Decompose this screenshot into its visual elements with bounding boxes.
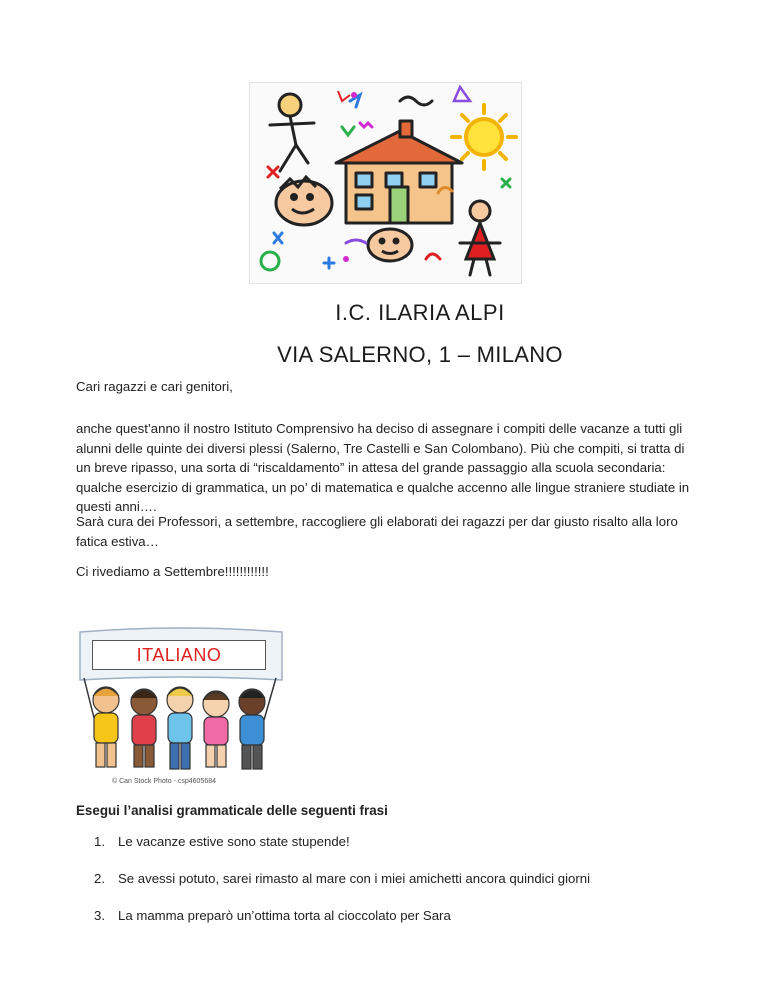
list-item [76,869,696,888]
letter-body: anche quest’anno il nostro Istituto Comprensivo ha deciso di assegnare i compiti delle vacanze a tutti gli alunni delle quinte dei diversi plessi (Salerno, Tre Castelli e San Colombano). Più che compiti, si tratta di un breve ripasso, una sorta di “riscaldamento” in attesa del grande passaggio alla scuola secondaria: qualche esercizio di grammatica, un po’ di matematica e qualche accenno alle lingue straniere studiate in questi anni…. [76,421,690,514]
exercise-list [76,832,696,943]
subject-text: ITALIANO [136,644,222,665]
list-item [76,906,696,925]
letter-farewell: Ci rivediamo a Settembre!!!!!!!!!!!! [76,564,269,579]
children-drawing-illustration [249,82,522,284]
drawing-svg [250,83,521,283]
letter-professors: Sarà cura dei Professori, a settembre, raccogliere gli elaborati dei ragazzi per dar giusto risalto alla loro fatica estiva… [76,514,678,549]
list-item-number: 3. [94,908,105,923]
list-item-number: 1. [94,834,105,849]
school-name: I.C. ILARIA ALPI [335,300,505,325]
list-item-number: 2. [94,871,105,886]
stock-photo-credit: © Can Stock Photo - csp4605684 [112,778,216,785]
list-item [76,832,696,851]
school-address: VIA SALERNO, 1 – MILANO [277,342,563,367]
list-item-text: La mamma preparò un’ottima torta al cioccolato per Sara [118,908,451,923]
exercise-heading: Esegui l’analisi grammaticale delle seguenti frasi [76,803,388,818]
list-item-text: Se avessi potuto, sarei rimasto al mare con i miei amichetti ancora quindici giorni [118,871,591,886]
letter-greeting: Cari ragazzi e cari genitori, [76,379,233,394]
subject-label [92,640,266,670]
list-item-text: Le vacanze estive sono state stupende! [118,834,350,849]
